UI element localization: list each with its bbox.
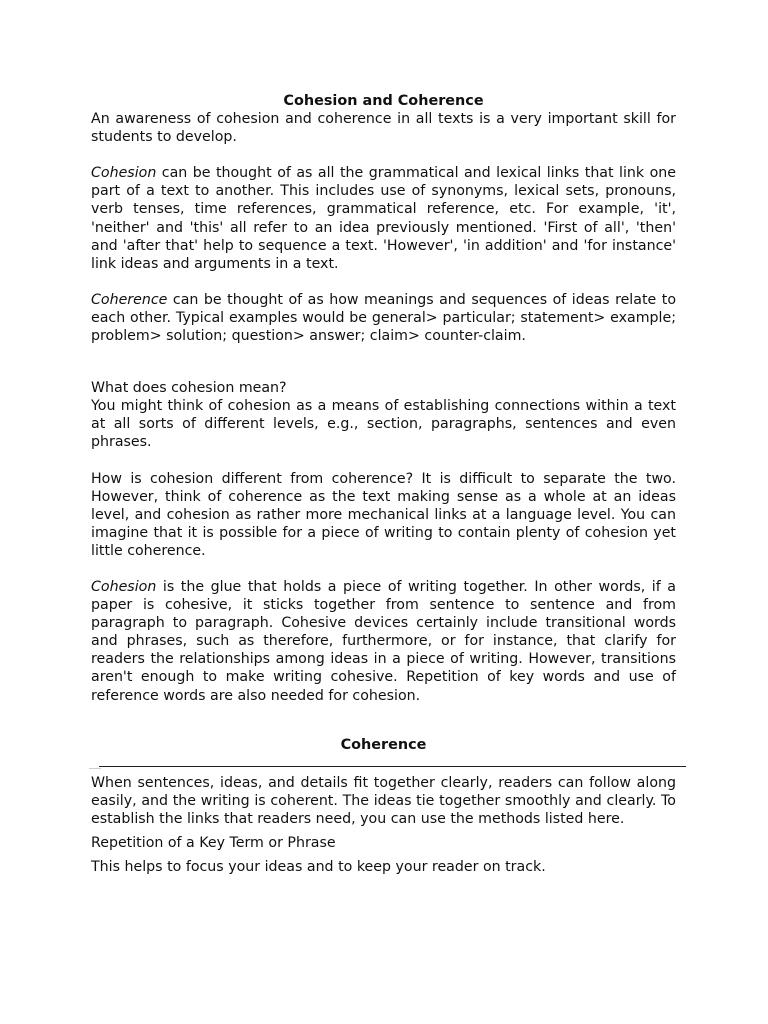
glue-paragraph — [91, 578, 676, 705]
coherence-paragraph: When sentences, ideas, and details fit together clearly, readers can follow along easily, and the writing is coherent. The ideas tie together smoothly and clearly. To establish the links that readers need, you can use the methods listed here. — [91, 774, 676, 827]
intro-paragraph: An awareness of cohesion and coherence in all texts is a very important skill for students to develop. — [91, 111, 676, 146]
method-title: Repetition of a Key Term or Phrase — [91, 835, 336, 851]
difference-paragraph: How is cohesion different from coherence? It is difficult to separate the two. However, think of coherence as the text making sense as a whole at an ideas level, and cohesion as rather more mechanical links at a language level. You can imagine that it is possible for a piece of writing to contain plenty of cohesion yet little coherence. — [91, 470, 676, 559]
coherence-term: Coherence — [91, 291, 168, 308]
cohesion-definition-text: can be thought of as all the grammatical and lexical links that link one part of a text to another. This includes use of synonyms, lexical sets, pronouns, verb tenses, time references, grammatical reference, etc. For example, 'it', 'neither' and 'this' all refer to an idea previously mentioned. 'First of all', 'then' and 'after that' help to sequence a text. 'However', 'in addition' and 'for instance' link ideas and arguments in a text. — [91, 165, 676, 272]
cohesion-definition-paragraph — [91, 164, 676, 273]
cohesion-term: Cohesion — [91, 165, 157, 182]
question-heading: What does cohesion mean? — [91, 380, 287, 397]
method-text: This helps to focus your ideas and to keep your reader on track. — [91, 859, 546, 876]
document-title: Cohesion and Coherence — [283, 93, 484, 109]
coherence-definition-paragraph — [91, 291, 676, 345]
glue-term: Cohesion — [91, 578, 157, 595]
glue-text: is the glue that holds a piece of writing together. In other words, if a paper is cohesive, it sticks together from sentence to sentence and from paragraph to paragraph. Cohesive devices certainly include transitional words and phrases, such as therefore, furthermore, or for instance, that clarify for readers the relationships among ideas in a piece of writing. However, transitions aren't enough to make writing cohesive. Repetition of key words and use of reference words are also needed for cohesion. — [91, 578, 676, 704]
coherence-definition-text: can be thought of as how meanings and sequences of ideas relate to each other. Typical examples would be general> particular; statement> example; problem> solution; question> answer; claim> counter-claim. — [91, 291, 676, 345]
section-divider — [99, 766, 686, 770]
coherence-section-heading: Coherence — [340, 736, 427, 753]
question-answer-paragraph: You might think of cohesion as a means of establishing connections within a text at all sorts of different levels, e.g., section, paragraphs, sentences and even phrases. — [91, 398, 676, 451]
document-page — [91, 92, 676, 876]
